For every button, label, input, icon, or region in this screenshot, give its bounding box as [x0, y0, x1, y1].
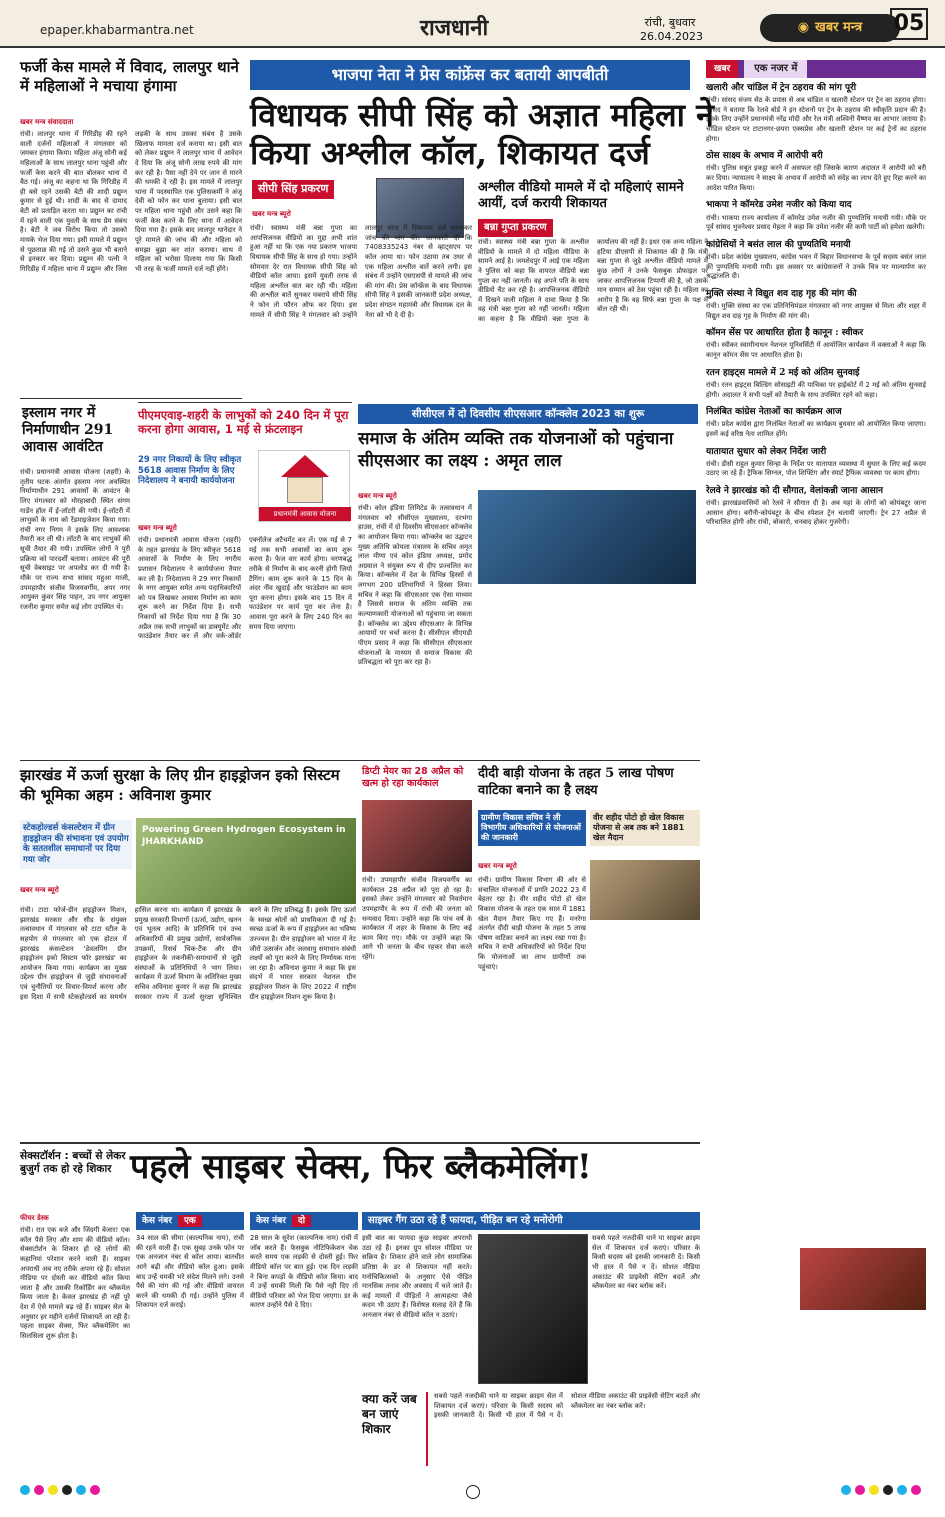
brief-body: रांची। सांसद संजय सेठ के प्रयास से अब चांडिल व खलारी स्टेशन पर ट्रेन का ठहराव होगा। सांसद ने बताया कि रेलवे बोर्ड ने इन स्टेशनों पर ट्रेन के ठहराव की स्वीकृति प्रदान की है। इसके लिए उन्होंने प्रधानमंत्री नरेंद्र मोदी और रेल मंत्री अश्विनी वैष्णव का आभार जताया है। चांडिल स्टेशन पर टाटानगर-छपरा एक्सप्रेस और खलारी स्टेशन पर कई ट्रेनों का ठहराव होगा। — [706, 96, 926, 143]
banna-tag: बन्ना गुप्ता प्रकरण — [478, 219, 553, 237]
mayor-headline: डिप्टी मेयर का 28 अप्रैल को खत्म हो रहा कार्यकाल — [362, 766, 464, 789]
brand-icon: ◉ — [797, 20, 810, 36]
cyber-headline: पहले साइबर सेक्स, फिर ब्लैकमेलिंग! — [130, 1147, 592, 1187]
hydrogen-headline: झारखंड में ऊर्जा सुरक्षा के लिए ग्रीन हाइड्रोजन इको सिस्टम की भूमिका अहम : अविनाश कुमार — [20, 766, 340, 804]
cp-byline: खबर मन्त्र ब्यूरो — [252, 210, 291, 218]
brief-title: ठोस साक्ष्य के अभाव में आरोपी बरी — [706, 151, 823, 162]
brief-item — [706, 150, 926, 193]
brief-body: रांची। झारखंडवासियों को रेलवे ने सौगात दी है। अब यहां के लोगों को कोयंबटूर जाना आसान होगा। बरौनी-कोयंबटूर के बीच स्पेशल ट्रेन चलायी जाएगी। ट्रेन 27 अप्रैल से परिचालित होगी और रांची, बोकारो, धनबाद होकर गुजरेगी। — [706, 499, 926, 527]
brief-list — [706, 82, 926, 528]
pmay-byline: खबर मन्त्र ब्यूरो — [138, 524, 177, 532]
brief-body: रांची। भाकपा राज्य कार्यालय में कॉमरेड उमेश नजीर की पुण्यतिथि मनायी गयी। मौके पर पूर्व सांसद भुवनेश्वर प्रसाद मेहता ने कहा कि उमेश नजीर की कमी पार्टी को हमेशा खलेगी। — [706, 213, 926, 232]
brief-title: रतन हाइट्स मामले में 2 मई को अंतिम सुनवाई — [706, 367, 860, 378]
cp-headline: विधायक सीपी सिंह को अज्ञात महिला ने किया अश्लील कॉल, शिकायत दर्ज — [250, 96, 714, 173]
brand-text: खबर मन्त्र — [815, 20, 863, 36]
house-icon — [287, 477, 323, 503]
left-top-headline: फर्जी केस मामले में विवाद, लालपुर थाने में महिलाओं ने मचाया हंगामा — [20, 58, 239, 95]
brief-body: रांची। मुक्ति संस्था का एक प्रतिनिधिमंडल मंगलवार को नगर आयुक्त से मिला और शहर में विद्युत शव दाह गृह के निर्माण की मांग की। — [706, 302, 926, 320]
case1-body: 34 साल की सीमा (काल्पनिक नाम), रांची की रहने वाली हैं। एक सुबह उनके फोन पर एक अनजान नंबर से कॉल आया। बातचीत आगे बढ़ी और वीडियो कॉल हुआ। इसके बाद उन्हें धमकी भरे संदेश मिलने लगे। उनसे पैसे की मांग की गई और वीडियो वायरल करने की धमकी दी गई। उन्होंने पुलिस में शिकायत दर्ज कराई। — [136, 1234, 244, 1310]
brief-title: मुक्ति संस्था ने विद्युत शव दाह गृह की मांग की — [706, 288, 857, 299]
case2-num: दो — [292, 1215, 311, 1227]
gang-body: इसी बात का फायदा कुछ साइबर अपराधी उठा रहे हैं। इनका ग्रुप सोशल मीडिया पर सक्रिय है। शिकार होने वाले लोग सामाजिक प्रतिष्ठा के डर से शिकायत नहीं करते। मनोचिकित्सकों के अनुसार ऐसे पीड़ित मानसिक तनाव और अवसाद में चले जाते हैं। कई मामलों में पीड़ितों ने आत्महत्या जैसे कदम भी उठाए हैं। विशेषज्ञ सलाह देते हैं कि अनजान नंबर से वीडियो कॉल न उठाएं। — [362, 1234, 472, 1320]
didi-kicker2: वीर शहीद पोटो हो खेल विकास योजना से अब तक बने 1881 खेल मैदान — [590, 810, 700, 846]
header-place: रांची, बुधवार — [644, 16, 696, 29]
case1-label-text: केस नंबर — [142, 1215, 172, 1226]
footer-dots — [20, 1482, 925, 1502]
left-mid-headline: इस्लाम नगर में निर्माणाधीन 291 आवास आवंटित — [22, 405, 114, 455]
right-top-title: एक नजर में — [744, 60, 807, 78]
pmay-body: रांची। प्रधानमंत्री आवास योजना (शहरी) के तहत झारखंड के लिए स्वीकृत 5618 आवासों के निर्माण के लिए नगरीय प्रशासन निदेशालय ने कार्ययोजना तैयार कर ली है। निदेशालय ने 29 नगर निकायों के नगर आयुक्त समेत अन्य पदाधिकारियों को पत्र लिखकर आवास निर्माण का काम शुरू करने का निर्देश दिया है। सभी निकायों को निर्देश दिया गया है कि 30 अप्रैल तक सभी लाभुकों का डाक्यूमेंट और फाउंडेशन तैयार कर लें और वर्क-ऑर्डर एक्नॉलेज अटैचमेंट कर लें। एक मई से 7 मई तक सभी आवासों का काम शुरू करना है। फेज वार कार्य होगा। चरणबद्ध तरीके से निर्माण के बाद करनी होगी जियो टैगिंग। काम शुरू करने के 15 दिन के अंदर नींव खुदाई और फाउंडेशन का काम पूरा करना होगा। इसके बाद 15 दिन में फाउंडेशन पर कार्य पूरा कर लेना है। आवास पूरा करने के लिए 240 दिन का समय दिया जाएगा। — [138, 536, 352, 641]
brief-title: खलारी और चांडिल में ट्रेन ठहराव की मांग पूरी — [706, 83, 857, 93]
brief-title: कांग्रेसियों ने बसंत लाल की पुण्यतिथि मनायी — [706, 239, 851, 250]
brief-item — [706, 82, 926, 144]
brief-body: रांची। प्रदेश कांग्रेस द्वारा निलंबित नेताओं का कार्यक्रम बुधवार को आयोजित किया जाएगा। इसमें कई वरिष्ठ नेता शामिल होंगे। — [706, 420, 926, 438]
brief-item — [706, 367, 926, 400]
didi-body: रांची। ग्रामीण विकास विभाग की ओर से संचालित योजनाओं में प्रगति 2022 23 में बेहतर रहा है। वीर शहीद पोटो हो खेल विकास योजना के तहत एक साल में 1881 खेल मैदान तैयार किए गए हैं। मनरेगा अंतर्गत दीदी बाड़ी योजना के तहत 5 लाख पोषण वाटिका बनाने का लक्ष्य रखा गया है। सचिव ने सभी अधिकारियों को निर्देश दिया कि योजनाओं का लाभ ग्रामीणों तक पहुंचाएं। — [478, 876, 586, 971]
sca-bar: सीसीएल में दो दिवसीय सीएसआर कॉन्क्लेव 2023 का शुरू — [358, 404, 698, 424]
brief-item — [706, 406, 926, 439]
cyber-body-left: रांची। रात एक बजे और जिंदगी बेजार! एक कॉल पैसे लिए और शाम की वीडियो कॉल। सेक्सटॉर्शन के शिकार हो रहे लोगों की कहानियां परेशान करने वाली हैं। साइबर अपराधी अब नए तरीके अपना रहे हैं। सोशल मीडिया पर दोस्ती कर वीडियो कॉल किया जाता है और उसकी रिकॉर्डिंग कर ब्लैकमेल किया जाता है। केवल झारखंड ही नहीं पूरे देश में ऐसे मामले बढ़ रहे हैं। साइबर सेल के अनुसार हर महीने दर्जनों शिकायतें आ रही हैं। पहला साइबर सेक्स, फिर ब्लैकमेलिंग का सिलसिला शुरू होता है। — [20, 1226, 130, 1341]
gang-body-2: सबसे पहले नजदीकी थाने या साइबर क्राइम सेल में शिकायत दर्ज कराएं। परिवार के किसी सदस्य को इसकी जानकारी दें। किसी भी हाल में पैसे न दें। सोशल मीडिया अकाउंट की प्राइवेसी सेटिंग बदलें और ब्लैकमेलर का नंबर ब्लॉक करें। — [592, 1234, 700, 1291]
header-date: 26.04.2023 — [640, 30, 703, 43]
didi-photo — [590, 860, 700, 920]
site-url[interactable]: epaper.khabarmantra.net — [40, 23, 194, 37]
brief-item — [706, 288, 926, 321]
gang-bar: साइबर गैंग उठा रहे हैं फायदा, पीड़ित बन रहे मनोरोगी — [362, 1212, 700, 1230]
brief-title: निलंबित कांग्रेस नेताओं का कार्यक्रम आज — [706, 407, 842, 418]
left-top-body: रांची। लालपुर थाना में गिरिडीह की रहने वाली दर्जनों महिलाओं ने मंगलवार को जमकर हंगामा किया। महिला अंजू सोनी कई महिलाओं के साथ लालपुर थाना पहुंची और फर्जी केस करने की बात बोलकर थाना में बैठ गई। अंजू का कहना था कि गिरिडीह में ही बसे रहने उसकी बेटी की शादी प्रद्युम्न कुमार से हुई थी। शादी के बाद से दामाद बेटी को प्रताड़ित करता था। प्रद्युम्न का रांची में रहने वाली एक युवती के साथ प्रेम संबंध है। बेटी ने जब विरोध किया तो उसको मायके भेज दिया गया। इसी मामले में प्रद्युम्न से पूछताछ की गई तो उसने कुछ भी बताने से इनकार कर दिया। प्रद्युम्न की पत्नी ने गिरिडीह में महिला थाना में प्रद्युम्न और जिस लड़की के साथ उसका संबंध है उसके खिलाफ मामला दर्ज कराया था। इसी बात को लेकर प्रद्युम्न ने लालपुर थाना में आवेदन दे दिया कि अंजू सोनी लाख रुपये की मांग कर रही है। पैसा नहीं देने पर जान से मारने की धमकी दे रही है। इस मामले में लालपुर थाना में पदस्थापित एक पुलिसकर्मी ने अंजू देवी को फोन कर थाना बुलाया। इसी बात पर महिला थाना पहुंची और उसने कहा कि फर्जी केस करने के लिए थाना में आवेदन दिया गया है। इसके बाद लालपुर थानेदार ने पूरे मामले की जांच की और महिला को समझा बुझा कर शांत कराया। साथ में महिला को भरोसा दिलाया गया कि किसी भी तरह के फर्जी मामले दर्ज नहीं होंगे। — [20, 130, 242, 273]
case2-label-text: केस नंबर — [256, 1215, 286, 1226]
color-dots-left — [20, 1485, 104, 1498]
right-top-label: खबर — [706, 60, 738, 78]
hydrogen-kicker: स्टेकहोल्डर्स कंसल्टेशन में ग्रीन हाइड्रोजन की संभावना एवं उपयोग के सततशील समाधानों पर दिया गया जोर — [20, 820, 132, 869]
divider — [20, 760, 700, 761]
left-mid-body: रांची। प्रधानमंत्री आवास योजना (शहरी) के तृतीय घटक अंतर्गत इस्लाम नगर अवस्थित निर्माणाधीन 291 आवासों के आवंटन के लिए मंगलवार को मोरहाबादी स्थित संगम गार्डेन हॉल में ई-लॉटरी की गयी। ई-लॉटरी में लाभुकों के नाम को रेंडमाइजेशन किया गया। रांची नगर निगम ने इसके लिए आवश्यक तैयारी कर ली थी। लॉटरी के बाद लाभुकों की सूची तैयार की गयी। उपस्थित लोगों ने पूरी प्रक्रिया को पारदर्शी बताया। आवंटन की पूरी सूची वेबसाइट पर अपलोड कर दी गयी है। मौके पर राज्य सभा सांसद महुआ माजी, उपमहापौर संजीव विजयवर्गीय, अपर नगर आयुक्त कुंवर सिंह पाहन, उप नगर आयुक्त रजनीश कुमार समेत कई लोग उपस्थित थे। — [20, 468, 130, 611]
didi-headline: दीदी बाड़ी योजना के तहत 5 लाख पोषण वाटिका बनाने का है लक्ष्य — [478, 766, 674, 798]
hydrogen-body: रांची। टाटा फोर्ज-ग्रीन हाइड्रोजन मिशन, झारखंड सरकार और सीड के संयुक्त तत्वावधान में मंगलवार को टाटा स्टील के सहयोग से मंगलवार को एक होटल में झारखंड कंसल्टेशन 'डेवलपिंग ग्रीन हाइड्रोजन इको सिस्टम फॉर झारखंड' का आयोजन किया गया। कार्यक्रम का मुख्य उद्देश्य ग्रीन हाइड्रोजन से जुड़ी संभावनाओं एवं चुनौतियों पर विचार-विमर्श करना और इस दिशा में सभी स्टेकहोल्डर्स का समर्थन हासिल करना था। कार्यक्रम में झारखंड के प्रमुख सरकारी विभागों (ऊर्जा, उद्योग, खनन एवं भूतत्व आदि) के प्रतिनिधि एवं उच्च अधिकारियों की प्रमुख उद्योगों, सार्वजनिक उपक्रमों, रिसर्च थिंक-टैंक और ग्रीन हाइड्रोजन के तकनीकी-समाधानों से जुड़ी संस्थाओं के प्रतिनिधियों ने भाग लिया। कार्यक्रम में ऊर्जा विभाग के अतिरिक्त मुख्य सचिव अविनाश कुमार ने कहा कि झारखंड सरकार राज्य में ऊर्जा सुरक्षा सुनिश्चित करने के लिए प्रतिबद्ध है। इसके लिए ऊर्जा के स्वच्छ स्रोतों को प्राथमिकता दी गई है। स्वच्छ ऊर्जा के रूप में हाइड्रोजन का भविष्य उज्ज्वल है। ग्रीन हाइड्रोजन को भारत में नेट जीरो उत्सर्जन और जलवायु समाधान संबंधी लक्ष्यों को पूरा करने के लिए निर्णायक माना जा रहा है। अविनाश कुमार ने कहा कि इस संदर्भ में भारत सरकार नेशनल ग्रीन हाइड्रोजन मिशन के लिए 2022 में राष्ट्रीय ग्रीन हाइड्रोजन मिशन शुरू किया है। — [20, 906, 356, 1001]
sca-body: रांची। कोल इंडिया लिमिटेड के तत्वावधान में मंगलवार को सीसीएल मुख्यालय, दरभंगा हाउस, रांची में दो दिवसीय सीएसआर कॉन्क्लेव का आयोजन किया गया। कॉन्क्लेव का उद्घाटन मुख्य अतिथि कोयला मंत्रालय के सचिव अमृत लाल मीणा एवं कोल इंडिया अध्यक्ष, प्रमोद अग्रवाल ने संयुक्त रूप से दीप प्रज्वलित कर किया। कॉन्क्लेव में देश के विभिन्न हिस्सों से लगभग 200 प्रतिभागियों ने हिस्सा लिया। सचिव ने कहा कि सीएसआर एक ऐसा माध्यम है जिससे समाज के अंतिम व्यक्ति तक कल्याणकारी योजनाओं को पहुंचाया जा सकता है। कॉन्क्लेव का उद्देश्य सीएसआर के विभिन्न आयामों पर चर्चा करना है। सीसीएल सीएमडी पीएम प्रसाद ने कहा कि सीसीएल सीएसआर योजनाओं के माध्यम से समाज विकास की प्रतिबद्धता को पूरा कर रहा है। — [358, 504, 472, 667]
brief-body: रांची। प्रदेश कांग्रेस मुख्यालय, कांग्रेस भवन में बिहार विधानसभा के पूर्व सदस्य बसंत लाल की पुण्यतिथि मनायी गयी। इस अवसर पर कांग्रेसजनों ने उनके चित्र पर माल्यार्पण कर श्रद्धांजलि दी। — [706, 252, 926, 281]
case2-body: 28 साल के सुरेश (काल्पनिक नाम) रांची में जॉब करते हैं। फेसबुक नोटिफिकेशन चेक करते समय एक लड़की से दोस्ती हुई। फिर वीडियो कॉल पर बात हुई। एक दिन लड़की ने बिना कपड़ों के वीडियो कॉल किया। बाद में उन्हें धमकी मिली कि पैसे नहीं दिए तो वीडियो परिवार को भेज दिया जाएगा। डर के कारण उन्होंने पैसे दे दिए। — [250, 1234, 358, 1310]
left-top-byline: खबर मन्त्र संवाददाता — [20, 118, 74, 126]
brief-body: रांची। डीसी राहुल कुमार सिन्हा के निर्देश पर यातायात व्यवस्था में सुधार के लिए कई कदम उठाए जा रहे हैं। ट्रैफिक सिग्नल, पोल शिफ्टिंग और स्मार्ट ट्रैफिक व्यवस्था पर काम होगा। — [706, 459, 926, 478]
right-top-bar — [706, 60, 926, 78]
didi-kicker1: ग्रामीण विकास सचिव ने ली विभागीय अधिकारियों से योजनाओं की जानकारी — [478, 810, 586, 846]
brief-title: रेलवे ने झारखंड को दी सौगात, वेलांकन्नी जाना आसान — [706, 486, 884, 496]
banna-body: रांची। स्वास्थ्य मंत्री बन्ना गुप्ता के अश्लील वीडियो के मामले में दो महिला मीडिया के सामने आई है। जमशेदपुर में आई एक महिला ने पुलिस को कहा कि वायरल वीडियो बन्ना गुप्ता का नहीं जानती। वह अपने पति के साथ वीडियो चैट कर रही है। आपत्तिजनक वीडियो में दिखने वाली महिला ने दावा किया है कि वह मंत्री बन्ना गुप्ता को नहीं जानती। महिला का कहना है कि वीडियो बन्ना गुप्ता के कार्यालय की नहीं है। इधर एक अन्य महिला ने हटिया डीएसपी से शिकायत की है कि मंत्री बन्ना गुप्ता से जुड़े अश्लील वीडियो मामले में कुछ लोगों ने उनके फेसबुक प्रोफाइल पर जाकर आपत्तिजनक टिप्पणी की है, जो उसके मान सम्मान को ठेस पहुंचा रही है। महिला का आरोप है कि वह सिर्फ बन्ना गुप्ता के पक्ष में बोल रही थी। — [478, 238, 708, 324]
case2-label — [250, 1212, 358, 1230]
bjp-bar: भाजपा नेता ने प्रेस कांफ्रेंस कर बतायी आपबीती — [250, 60, 690, 90]
cp-body: रांची। स्वास्थ्य मंत्री बन्ना गुप्ता का आपत्तिजनक वीडियो का मुद्दा अभी शांत हुआ नहीं था कि एक नया प्रकरण भाजपा विधायक सीपी सिंह के साथ हो गया। उन्होंने सोमवार देर रात विधायक सीपी सिंह को वीडियो कॉल आया। इसमें युवती तरफ से महिला अश्लील बात कर रही थी। महिला की अश्लील बातें सुनकर घबराये सीपी सिंह ने फोन तो फौरन ऑफ कर दिया। इस मामले में सीपी सिंह ने मंगलवार को उन्होंने लालपुर थाना में शिकायत दर्ज करवाकर जांच की मांग की। जानकारी दी कि 7408335243 नंबर से व्हाट्सएप पर कॉल आया था। फोन उठाया तब उधर से एक महिला अश्लील बातें करने लगी। इस संबंध में उन्होंने एसएसपी से मामले की जांच की मांग की। प्रेस कॉन्फ्रेंस के बाद विधायक सीपी सिंह ने इसकी जानकारी प्रदेश अध्यक्ष, प्रदेश संगठन महामंत्री और विधायक दल के नेता को भी दे दी है। — [250, 224, 472, 319]
brief-body: रांची। रतन हाइट्स बिल्डिंग सोसाइटी की याचिका पर हाईकोर्ट में 2 मई को अंतिम सुनवाई होगी। अदालत ने सभी पक्षों को तैयारी के साथ उपस्थित रहने को कहा। — [706, 380, 926, 399]
case1-num: एक — [178, 1215, 202, 1227]
roof-icon — [281, 455, 329, 477]
what-body: सबसे पहले नजदीकी थाने या साइबर क्राइम सेल में शिकायत दर्ज कराएं। परिवार के किसी सदस्य को इसकी जानकारी दें। किसी भी हाल में पैसे न दें। सोशल मीडिया अकाउंट की प्राइवेसी सेटिंग बदलें और ब्लैकमेलर का नंबर ब्लॉक करें। — [434, 1392, 700, 1420]
sca-headline: समाज के अंतिम व्यक्ति तक योजनाओं को पहुंचाना सीएसआर का लक्ष्य : अमृत लाल — [358, 429, 674, 472]
brief-item — [706, 485, 926, 528]
what-label: क्या करें जब बन जाएं शिकार — [362, 1392, 428, 1466]
brief-item — [706, 446, 926, 479]
brief-title: कॉमन सेंस पर आधारित होता है कानून : स्वीकर — [706, 328, 864, 339]
sca-byline: खबर मन्त्र ब्यूरो — [358, 492, 397, 500]
banna-headline: अश्लील वीडियो मामले में दो महिलाएं सामने आयीं, दर्ज करायी शिकायत — [478, 180, 684, 212]
page-number: 05 — [890, 8, 928, 40]
pmay-headline: पीएमएवाइ-शहरी के लाभुकों को 240 दिन में पूरा करना होगा आवास, 1 मई से फ्रंटलाइन — [138, 408, 349, 437]
brief-item — [706, 239, 926, 282]
register-mark-icon — [466, 1485, 480, 1499]
cyber-byline: फीचर डेस्क — [20, 1214, 49, 1222]
brand-logo — [760, 14, 900, 42]
color-dots-right — [841, 1485, 925, 1498]
section-title: राजधानी — [420, 15, 489, 41]
mayor-photo — [362, 800, 472, 872]
pmay-kicker: 29 नगर निकायों के लिए स्वीकृत 5618 आवास निर्माण के लिए निदेशालय ने बनायी कार्ययोजना — [138, 455, 242, 487]
brief-item — [706, 199, 926, 232]
train-photo — [800, 1248, 926, 1310]
house-image — [258, 450, 350, 522]
hydrogen-byline: खबर मन्त्र ब्यूरो — [20, 886, 59, 894]
house-image-label: प्रधानमंत्री आवास योजना — [259, 507, 351, 521]
didi-byline: खबर मन्त्र ब्यूरो — [478, 862, 517, 870]
brief-body: रांची। स्वीकर स्वामीनाथन नेशनल यूनिवर्सिटी में आयोजित कार्यक्रम में वक्ताओं ने कहा कि कानून कॉमन सेंस पर आधारित होता है। — [706, 341, 926, 360]
sca-photo — [478, 490, 696, 584]
case1-label — [136, 1212, 244, 1230]
cp-tag: सीपी सिंह प्रकरण — [252, 180, 334, 199]
brief-title: यातायात सुधार को लेकर निर्देश जारी — [706, 446, 827, 457]
brief-body: रांची। पुलिस सबूत इकट्ठा करने में असफल रही जिसके कारण अदालत ने आरोपी को बरी कर दिया। न्यायालय ने साक्ष्य के अभाव में आरोपी को संदेह का लाभ देते हुए रिहा करने का आदेश पारित किया। — [706, 164, 926, 192]
hydrogen-photo: Powering Green Hydrogen Ecosystem in JHARKHAND — [136, 818, 356, 904]
cyber-kicker: सेक्सटॉर्शन : बच्चों से लेकर बुजुर्ग तक हो रहे शिकार — [20, 1150, 126, 1176]
brief-title: भाकपा ने कॉमरेड उमेश नजीर को किया याद — [706, 200, 852, 211]
brief-item — [706, 327, 926, 360]
divider — [20, 1142, 700, 1144]
divider — [20, 398, 242, 399]
cyber-photo — [478, 1234, 588, 1384]
divider — [138, 402, 352, 403]
mayor-body: रांची। उपमहापौर संजीव विजयवर्गीय का कार्यकाल 28 अप्रैल को पूरा हो रहा है। इसको लेकर उन्होंने मंगलवार को निवर्तमान उपमहापौर के रूप में रांची की जनता को धन्यवाद दिया। उन्होंने कहा कि पांच वर्ष के कार्यकाल में शहर के विकास के लिए कई काम किए गए। मौके पर उन्होंने कहा कि आगे भी जनता के बीच रहकर सेवा करते रहेंगे। — [362, 876, 472, 962]
